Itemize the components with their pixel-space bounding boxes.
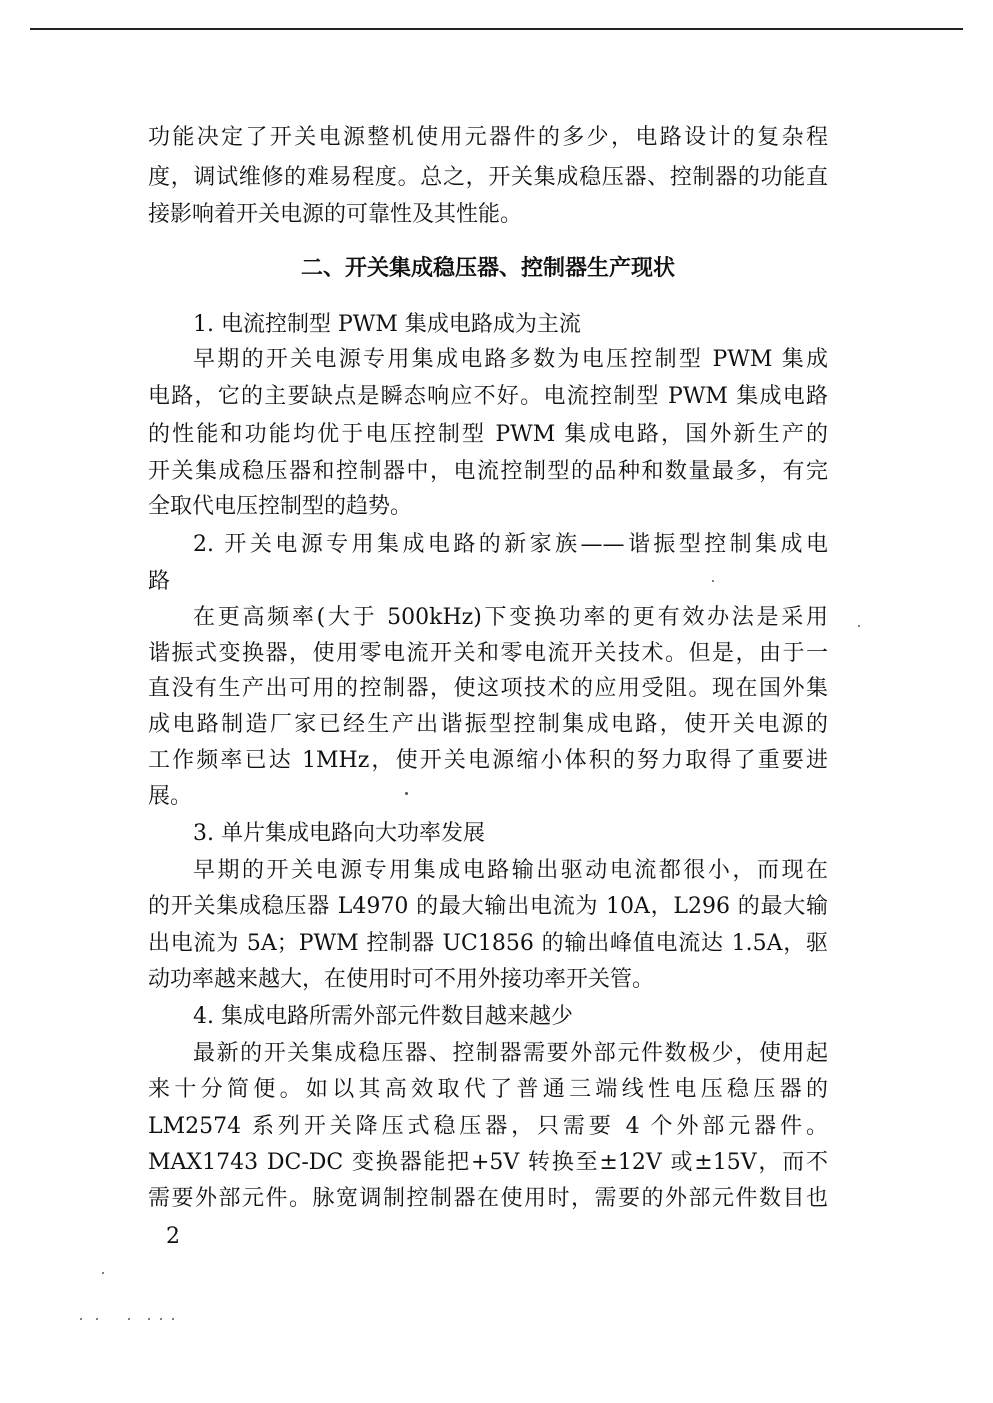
scan-speck [858,625,860,627]
paragraph-line: 的开关集成稳压器 L4970 的最大输出电流为 10A，L296 的最大输 [148,894,828,919]
section-heading: 二、开关集成稳压器、控制器生产现状 [300,256,675,281]
paragraph-line: MAX1743 DC-DC 变换器能把+5V 转换至±12V 或±15V，而不 [148,1150,828,1175]
paragraph-line: 早期的开关电源专用集成电路输出驱动电流都很小，而现在 [193,858,828,883]
paragraph-line: 展。 [148,784,193,809]
paragraph-line: 出电流为 5A；PWM 控制器 UC1856 的输出峰值电流达 1.5A，驱 [148,931,828,956]
subsection-heading: 4. 集成电路所需外部元件数目越来越少 [193,1004,573,1029]
scan-speck [80,1318,82,1320]
scan-speck [160,1318,162,1320]
paragraph-line: 度，调试维修的难易程度。总之，开关集成稳压器、控制器的功能直 [148,165,828,190]
paragraph-line: 直没有生产出可用的控制器，使这项技术的应用受阻。现在国外集 [148,676,828,701]
page-number: 2 [166,1224,180,1249]
paragraph-line: 开关集成稳压器和控制器中，电流控制型的品种和数量最多，有完 [148,459,828,484]
subsection-heading: 3. 单片集成电路向大功率发展 [193,821,485,846]
paragraph-line: 的性能和功能均优于电压控制型 PWM 集成电路，国外新生产的 [148,422,828,447]
top-rule [30,28,963,30]
paragraph-line: 接影响着开关电源的可靠性及其性能。 [148,202,523,227]
paragraph-line: 全取代电压控制型的趋势。 [148,494,413,519]
scan-speck [712,580,714,582]
paragraph-line: LM2574 系列开关降压式稳压器，只需要 4 个外部元器件。 [148,1114,828,1139]
paragraph-line: 来十分简便。如以其高效取代了普通三端线性电压稳压器的 [148,1077,828,1102]
paragraph-line: 功能决定了开关电源整机使用元器件的多少，电路设计的复杂程 [148,125,828,150]
paragraph-line: 早期的开关电源专用集成电路多数为电压控制型 PWM 集成 [193,347,828,372]
subsection-heading: 2. 开关电源专用集成电路的新家族——谐振型控制集成电 [193,532,828,557]
paragraph-line: 工作频率已达 1MHz，使开关电源缩小体积的努力取得了重要进 [148,748,828,773]
paragraph-line: 成电路制造厂家已经生产出谐振型控制集成电路，使开关电源的 [148,712,828,737]
scan-speck [96,1318,98,1320]
paragraph-line: 谐振式变换器，使用零电流开关和零电流开关技术。但是，由于一 [148,641,828,666]
scan-speck [102,1272,104,1274]
paragraph-line: 动功率越来越大，在使用时可不用外接功率开关管。 [148,967,655,992]
scan-speck [405,792,408,795]
scan-speck [148,1318,150,1320]
scan-speck [128,1318,130,1320]
subsection-heading-cont: 路 [148,569,171,594]
scan-speck [172,1318,174,1320]
paragraph-line: 需要外部元件。脉宽调制控制器在使用时，需要的外部元件数目也 [148,1186,828,1211]
paragraph-line: 最新的开关集成稳压器、控制器需要外部元件数极少，使用起 [193,1041,828,1066]
paragraph-line: 在更高频率(大于 500kHz)下变换功率的更有效办法是采用 [193,605,828,630]
subsection-heading: 1. 电流控制型 PWM 集成电路成为主流 [193,312,581,337]
paragraph-line: 电路，它的主要缺点是瞬态响应不好。电流控制型 PWM 集成电路 [148,384,828,409]
